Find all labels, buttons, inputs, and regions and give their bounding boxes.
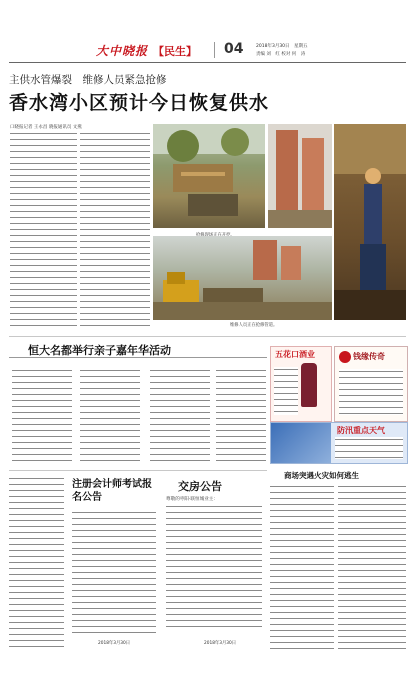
ad-liquor-text — [274, 367, 298, 415]
residential-towers-photo — [268, 124, 332, 228]
story2-body-col-2 — [80, 368, 140, 466]
worker-trench-photo — [334, 124, 406, 320]
masthead-rule — [9, 62, 406, 63]
story2-body-col-3 — [150, 368, 210, 466]
lead-body-col-1 — [10, 131, 77, 327]
story2-body-col-4 — [216, 368, 266, 466]
story3-body-col-2 — [338, 484, 406, 652]
lead-byline: 口晓报记者 王永昌 晓报通讯员 文燕 — [10, 125, 82, 130]
story2-headline-rule — [9, 357, 267, 358]
notice-cpa-title-text: 注册会计师考试报名公告 — [72, 479, 152, 503]
ad-weather — [270, 422, 408, 464]
ad-qianyuan-title: 钱缘传奇 — [353, 352, 385, 361]
story2-headline: 恒大名都举行亲子嘉年华活动 — [28, 344, 171, 357]
photo-caption-2: 维修人员正在抢修管道。 — [230, 323, 278, 328]
notice-handover — [164, 476, 266, 656]
ad-weather-title: 防汛重点天气 — [337, 426, 385, 435]
repair-site-photo — [153, 124, 265, 228]
section-divider-2 — [9, 470, 267, 471]
ad-liquor-title: 五花口酒业 — [275, 350, 315, 359]
notice-handover-date: 2018年3月30日 — [204, 641, 237, 646]
story3-headline: 商场突遇火灾如何逃生 — [284, 471, 359, 480]
notice-handover-subtitle: 尊敬的枣阳·联恒城业主： — [166, 497, 218, 502]
section-divider-1 — [9, 336, 406, 337]
story2-body-col-1 — [12, 368, 72, 466]
ad-qianyuan-text — [339, 369, 403, 415]
notice-cpa — [68, 476, 160, 656]
ad-liquor — [270, 346, 332, 422]
masthead-editors: 责编 刘 红 校对 何 涛 — [256, 52, 306, 57]
masthead-section: 【民生】 — [153, 45, 197, 58]
notice-cpa-date: 2018年3月30日 — [98, 641, 131, 646]
page-number: 04 — [224, 41, 244, 57]
notice-cpa-body — [72, 510, 156, 636]
ad-qianyuan — [334, 346, 408, 422]
masthead-logo: 大中晓报 — [96, 44, 149, 58]
liquor-bottle-image — [301, 363, 317, 407]
lead-headline: 香水湾小区预计今日恢复供水 — [9, 92, 270, 114]
notice-small-col — [9, 476, 64, 656]
notice-handover-title: 交房公告 — [178, 480, 222, 493]
ad-weather-banner — [271, 423, 331, 463]
ad-qianyuan-logo — [339, 351, 351, 363]
masthead-date: 2018年3月30日 星期五 — [256, 44, 308, 49]
masthead-divider — [214, 42, 215, 58]
notice-cpa-title — [72, 478, 160, 504]
lead-kicker: 主供水管爆裂 维修人员紧急抢修 — [9, 74, 167, 86]
lead-body-col-2 — [80, 131, 150, 327]
excavator-photo — [153, 236, 332, 320]
story3-body-col-1 — [270, 484, 334, 652]
notice-small-text — [9, 476, 64, 652]
notice-handover-body — [166, 504, 262, 630]
ad-weather-text — [335, 437, 403, 459]
